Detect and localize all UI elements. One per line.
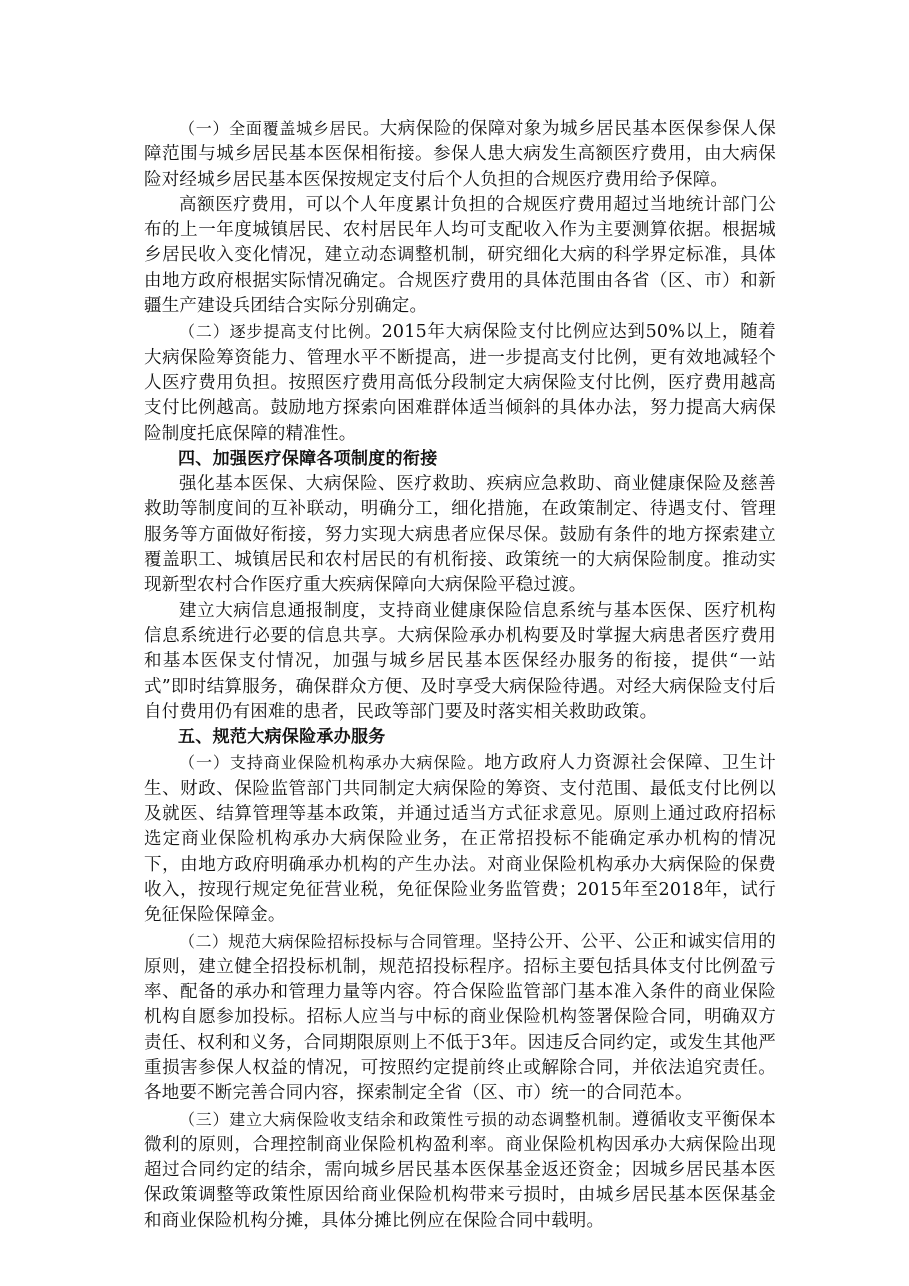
paragraph-bidding-contracts	[144, 929, 776, 1107]
paragraph-body: 强化基本医保、大病保险、医疗救助、疾病应急救助、商业健康保险及慈善救助等制度间的互补联动，明确分工，细化措施，在政策制定、待遇支付、管理服务等方面做好衔接，努力实现大病患者应保尽保。鼓励有条件的地方探索建立覆盖职工、城镇居民和农村居民的有机衔接、政策统一的大病保险制度。推动实现新型农村合作医疗重大疾病保障向大病保险平稳过渡。	[144, 474, 776, 596]
paragraph-body: 建立大病信息通报制度，支持商业健康保险信息系统与基本医保、医疗机构信息系统进行必要的信息共享。大病保险承办机构要及时掌握大病患者医疗费用和基本医保支付情况，加强与城乡居民基本医保经办服务的衔接，提供“一站式”即时结算服务，确保群众方便、及时享受大病保险待遇。对经大病保险支付后自付费用仍有困难的患者，民政等部门要及时落实相关救助政策。	[144, 600, 776, 722]
paragraph-lead: （二）规范大病保险招标投标与合同管理。	[179, 931, 492, 951]
paragraph-coverage	[144, 116, 776, 193]
paragraph-lead: （一）支持商业保险机构承办大病保险。	[179, 753, 485, 773]
paragraph-system-linkage	[144, 472, 776, 598]
paragraph-lead: （一）全面覆盖城乡居民。	[179, 119, 380, 138]
paragraph-payment-ratio	[144, 319, 776, 446]
section-heading-five: 五、规范大病保险承办服务	[178, 727, 386, 748]
paragraph-body: 地方政府人力资源社会保障、卫生计生、财政、保险监管部门共同制定大病保险的筹资、支付范围、最低支付比例以及就医、结算管理等基本政策，并通过适当方式征求意见。原则上通过政府招标选定商业保险机构承办大病保险业务，在正常招投标不能确定承办机构的情况下，由地方政府明确承办机构的产生办法。对商业保险机构承办大病保险的保费收入，按现行规定免征营业税，免征保险业务监管费；2015年至2018年，试行免征保险保障金。	[144, 753, 776, 926]
section-heading-four: 四、加强医疗保障各项制度的衔接	[178, 448, 438, 469]
paragraph-body: 坚持公开、公平、公正和诚实信用的原则，建立健全招投标机制，规范招投标程序。招标主要包括具体支付比例盈亏率、配备的承办和管理力量等内容。符合保险监管部门基本准入条件的商业保险机构自愿参加投标。招标人应当与中标的商业保险机构签署保险合同，明确双方责任、权利和义务，合同期限原则上不低于3年。因违反合同约定，或发生其他严重损害参保人权益的情况，可按照约定提前终止或解除合同，并依法追究责任。各地要不断完善合同内容，探索制定全省（区、市）统一的合同范本。	[144, 931, 776, 1104]
document-page	[144, 116, 776, 1234]
paragraph-lead: （二）逐步提高支付比例。	[179, 322, 382, 342]
paragraph-high-cost-definition	[144, 193, 776, 319]
paragraph-commercial-insurers	[144, 750, 776, 928]
paragraph-information-sharing	[144, 599, 776, 725]
paragraph-dynamic-adjustment	[144, 1107, 776, 1234]
paragraph-body: 遵循收支平衡保本微利的原则，合理控制商业保险机构盈利率。商业保险机构因承办大病保险出现超过合同约定的结余，需向城乡居民基本医保基金返还资金；因城乡居民基本医保政策调整等政策性原因给商业保险机构带来亏损时，由城乡居民基本医保基金和商业保险机构分摊，具体分摊比例应在保险合同中载明。	[144, 1109, 776, 1231]
paragraph-lead: （三）建立大病保险收支结余和政策性亏损的动态调整机制。	[179, 1109, 632, 1129]
paragraph-body: 2015年大病保险支付比例应达到50%以上，随着大病保险筹资能力、管理水平不断提高，进一步提高支付比例，更有效地减轻个人医疗费用负担。按照医疗费用高低分段制定大病保险支付比例，医疗费用越高支付比例越高。鼓励地方探索向困难群体适当倾斜的具体办法，努力提高大病保险制度托底保障的精准性。	[144, 322, 776, 444]
paragraph-body: 高额医疗费用，可以个人年度累计负担的合规医疗费用超过当地统计部门公布的上一年度城镇居民、农村居民年人均可支配收入作为主要测算依据。根据城乡居民收入变化情况，建立动态调整机制，研究细化大病的科学界定标准，具体由地方政府根据实际情况确定。合规医疗费用的具体范围由各省（区、市）和新疆生产建设兵团结合实际分别确定。	[144, 194, 776, 317]
paragraph-body: 大病保险的保障对象为城乡居民基本医保参保人保障范围与城乡居民基本医保相衔接。参保人患大病发生高额医疗费用，由大病保险对经城乡居民基本医保按规定支付后个人负担的合规医疗费用给予保障。	[144, 119, 776, 190]
